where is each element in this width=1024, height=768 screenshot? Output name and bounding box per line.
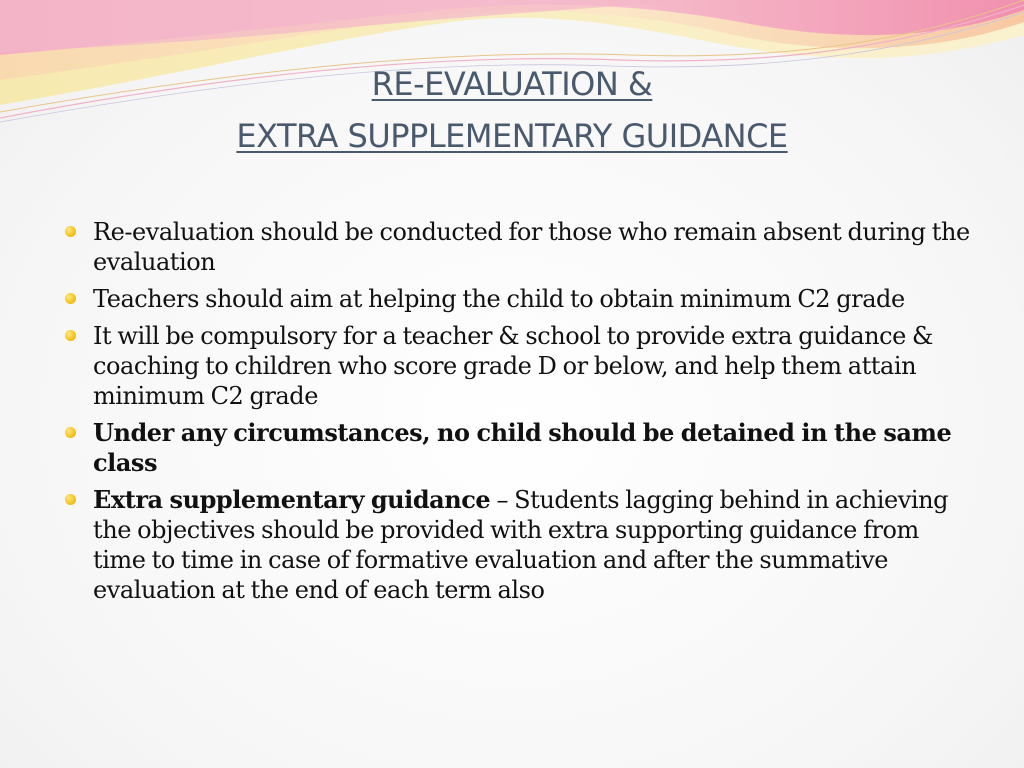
bullet-dot-icon — [65, 293, 76, 304]
bullet-item — [60, 418, 970, 478]
bullet-dot-icon — [65, 330, 76, 341]
bullet-dot-icon — [65, 226, 76, 237]
bullet-item — [60, 217, 970, 277]
bullet-list — [60, 217, 970, 612]
bullet-bold-lead: Extra supplementary guidance — [93, 485, 491, 514]
bullet-item — [60, 284, 970, 314]
title-line-2: EXTRA SUPPLEMENTARY GUIDANCE — [236, 117, 788, 155]
bullet-dot-icon — [65, 494, 76, 505]
title-line-1: RE-EVALUATION & — [371, 65, 653, 103]
bullet-text: It will be compulsory for a teacher & school to provide extra guidance & coaching to children who score grade D or below, and help them attain minimum C2 grade — [93, 322, 933, 410]
bullet-text: Re-evaluation should be conducted for those who remain absent during the evaluation — [93, 218, 970, 276]
bullet-item — [60, 485, 970, 605]
bullet-dot-icon — [65, 427, 76, 438]
bullet-item — [60, 321, 970, 411]
bullet-text: Teachers should aim at helping the child to obtain minimum C2 grade — [93, 285, 905, 313]
slide-title — [0, 58, 1024, 162]
bullet-text: Under any circumstances, no child should be detained in the same class — [93, 418, 952, 477]
bullet-text: – Students lagging behind in achieving the objectives should be provided with extra supporting guidance from time to time in case of formative evaluation and after the summative evaluation at the end of each term also — [93, 486, 949, 604]
